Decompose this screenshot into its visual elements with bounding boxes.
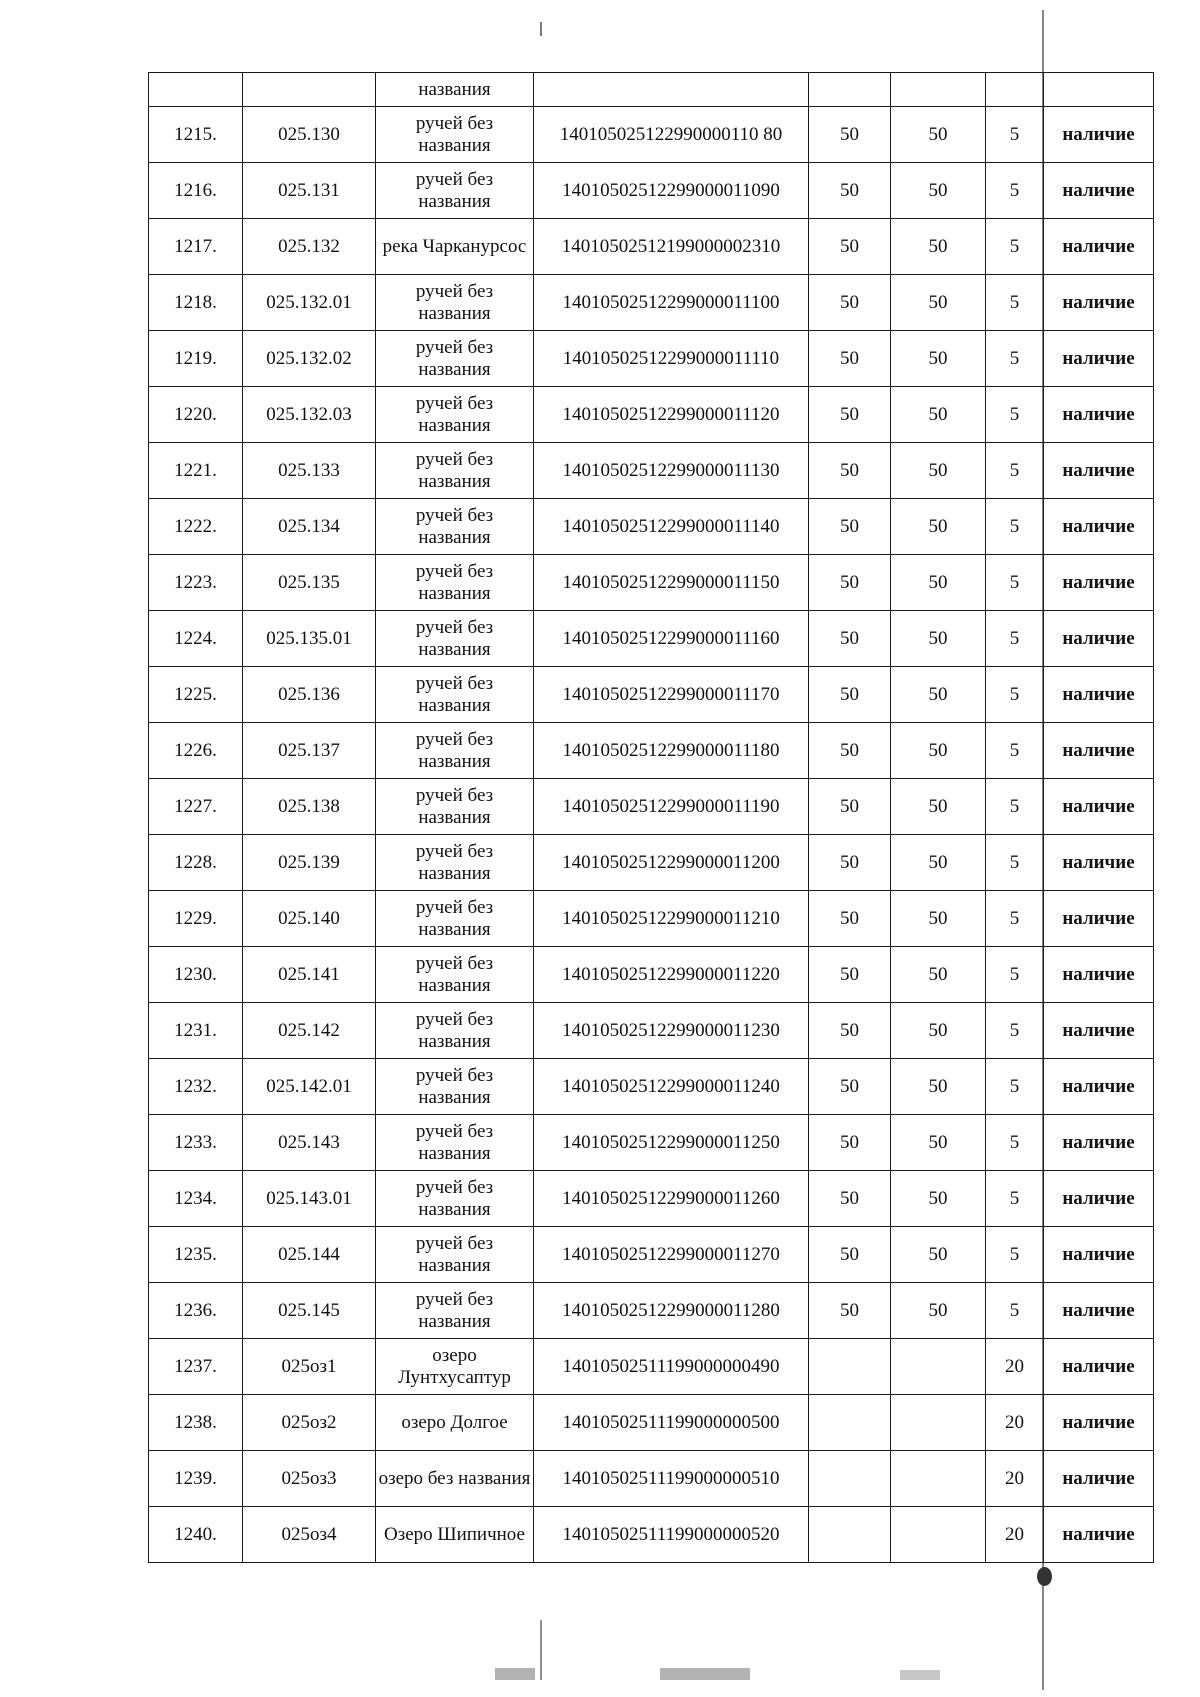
cell-value-c: 5 (986, 275, 1044, 331)
cell-status: наличие (1044, 1171, 1154, 1227)
cell-value-b: 50 (891, 779, 986, 835)
cell-name: ручей без названия (376, 723, 534, 779)
cell-cadastral: 14010502511199000000510 (534, 1451, 809, 1507)
cell-value-c: 5 (986, 1003, 1044, 1059)
cell-status: наличие (1044, 1395, 1154, 1451)
cell-code: 025.134 (243, 499, 376, 555)
cell-value-b: 50 (891, 611, 986, 667)
cell-number: 1234. (149, 1171, 243, 1227)
cell-name: ручей без названия (376, 107, 534, 163)
cell-code: 025.135.01 (243, 611, 376, 667)
cell-code: 025.132.01 (243, 275, 376, 331)
cell-value-a: 50 (809, 891, 891, 947)
cell-name: ручей без названия (376, 667, 534, 723)
cell-status: наличие (1044, 891, 1154, 947)
scan-mark-artifact (495, 1668, 535, 1680)
table-row (149, 779, 1154, 835)
cell-value-b: 50 (891, 275, 986, 331)
cell-value-c: 20 (986, 1507, 1044, 1563)
cell-value-b: 50 (891, 219, 986, 275)
table-row (149, 1171, 1154, 1227)
cell-cadastral: 14010502512299000011200 (534, 835, 809, 891)
cell-value-c: 5 (986, 835, 1044, 891)
cell-value-a: 50 (809, 1227, 891, 1283)
table-row (149, 723, 1154, 779)
scan-mark-artifact (540, 22, 542, 36)
cell-code: 025.132.03 (243, 387, 376, 443)
cell-value-a: 50 (809, 331, 891, 387)
cell-value-c: 5 (986, 723, 1044, 779)
cell-value-c: 5 (986, 1059, 1044, 1115)
cell-code: 025.132.02 (243, 331, 376, 387)
cell-value-c: 5 (986, 1227, 1044, 1283)
cell-number: 1233. (149, 1115, 243, 1171)
cell-value-a: 50 (809, 611, 891, 667)
cell-number: 1222. (149, 499, 243, 555)
cell-code: 025.130 (243, 107, 376, 163)
table-body (149, 73, 1154, 1563)
table-row-continuation (149, 73, 1154, 107)
table-row (149, 219, 1154, 275)
cell-value-a: 50 (809, 387, 891, 443)
cell-value-a: 50 (809, 835, 891, 891)
cell-value-a: 50 (809, 163, 891, 219)
cell-cadastral: 14010502511199000000500 (534, 1395, 809, 1451)
scan-mark-artifact (540, 1620, 542, 1680)
cell-value-a (809, 1451, 891, 1507)
cell-value-b: 50 (891, 387, 986, 443)
cell-value-b (891, 1339, 986, 1395)
cell-status: наличие (1044, 1227, 1154, 1283)
cell-value-a: 50 (809, 443, 891, 499)
cell-code (243, 73, 376, 107)
cell-name: ручей без названия (376, 555, 534, 611)
cell-value-a: 50 (809, 1283, 891, 1339)
table-row (149, 555, 1154, 611)
cell-value-c: 5 (986, 387, 1044, 443)
cell-status: наличие (1044, 1115, 1154, 1171)
scan-mark-artifact (900, 1670, 940, 1680)
cell-value-b: 50 (891, 1227, 986, 1283)
cell-number: 1235. (149, 1227, 243, 1283)
cell-name: ручей без названия (376, 1227, 534, 1283)
cell-code: 025.143.01 (243, 1171, 376, 1227)
water-objects-table (148, 72, 1154, 1563)
cell-status: наличие (1044, 499, 1154, 555)
cell-value-c: 20 (986, 1395, 1044, 1451)
cell-cadastral (534, 73, 809, 107)
cell-cadastral: 14010502512299000011250 (534, 1115, 809, 1171)
cell-value-c: 5 (986, 443, 1044, 499)
cell-value-b: 50 (891, 163, 986, 219)
cell-value-c: 5 (986, 163, 1044, 219)
table-row (149, 1227, 1154, 1283)
cell-value-b: 50 (891, 835, 986, 891)
cell-number: 1220. (149, 387, 243, 443)
table-row (149, 1507, 1154, 1563)
cell-name: ручей без названия (376, 891, 534, 947)
cell-cadastral: 14010502512299000011280 (534, 1283, 809, 1339)
cell-name: река Чарканурсос (376, 219, 534, 275)
cell-name: ручей без названия (376, 387, 534, 443)
cell-cadastral: 14010502512299000011230 (534, 1003, 809, 1059)
cell-code: 025.144 (243, 1227, 376, 1283)
cell-number: 1230. (149, 947, 243, 1003)
cell-value-a: 50 (809, 779, 891, 835)
cell-cadastral: 14010502511199000000490 (534, 1339, 809, 1395)
cell-value-c: 5 (986, 555, 1044, 611)
cell-cadastral: 14010502512299000011130 (534, 443, 809, 499)
cell-value-b: 50 (891, 1283, 986, 1339)
cell-number: 1237. (149, 1339, 243, 1395)
table-row (149, 107, 1154, 163)
cell-value-c: 5 (986, 947, 1044, 1003)
table-row (149, 443, 1154, 499)
cell-cadastral: 14010502512299000011090 (534, 163, 809, 219)
cell-value-b: 50 (891, 1059, 986, 1115)
cell-code: 025.140 (243, 891, 376, 947)
cell-value-a: 50 (809, 107, 891, 163)
cell-number: 1225. (149, 667, 243, 723)
cell-code: 025.141 (243, 947, 376, 1003)
cell-value-c: 20 (986, 1339, 1044, 1395)
cell-code: 025оз1 (243, 1339, 376, 1395)
cell-value-a: 50 (809, 499, 891, 555)
cell-code: 025оз3 (243, 1451, 376, 1507)
cell-cadastral: 14010502512299000011210 (534, 891, 809, 947)
cell-name: Озеро Шипичное (376, 1507, 534, 1563)
cell-number: 1229. (149, 891, 243, 947)
cell-value-c: 5 (986, 107, 1044, 163)
cell-cadastral: 14010502512199000002310 (534, 219, 809, 275)
cell-name: ручей без названия (376, 835, 534, 891)
cell-status: наличие (1044, 1003, 1154, 1059)
cell-status: наличие (1044, 1507, 1154, 1563)
scan-dot-artifact (1037, 1567, 1052, 1586)
cell-value-b: 50 (891, 555, 986, 611)
cell-number: 1215. (149, 107, 243, 163)
cell-cadastral: 14010502512299000011110 (534, 331, 809, 387)
cell-name: ручей без названия (376, 779, 534, 835)
cell-number: 1236. (149, 1283, 243, 1339)
cell-cadastral: 14010502512299000011120 (534, 387, 809, 443)
cell-number: 1232. (149, 1059, 243, 1115)
cell-cadastral: 14010502512299000011240 (534, 1059, 809, 1115)
cell-number: 1240. (149, 1507, 243, 1563)
table-row (149, 1115, 1154, 1171)
scan-mark-artifact (660, 1668, 750, 1680)
cell-code: 025.142 (243, 1003, 376, 1059)
cell-status: наличие (1044, 387, 1154, 443)
cell-status: наличие (1044, 1059, 1154, 1115)
cell-value-c: 5 (986, 779, 1044, 835)
cell-value-b: 50 (891, 723, 986, 779)
cell-status: наличие (1044, 1339, 1154, 1395)
cell-value-c: 5 (986, 331, 1044, 387)
cell-name: озеро Долгое (376, 1395, 534, 1451)
cell-status: наличие (1044, 555, 1154, 611)
cell-name: ручей без названия (376, 1115, 534, 1171)
cell-number: 1219. (149, 331, 243, 387)
cell-number: 1228. (149, 835, 243, 891)
table-row (149, 947, 1154, 1003)
cell-name: названия (376, 73, 534, 107)
cell-status: наличие (1044, 1283, 1154, 1339)
cell-number: 1217. (149, 219, 243, 275)
cell-value-b: 50 (891, 331, 986, 387)
cell-value-b: 50 (891, 443, 986, 499)
cell-value-c: 5 (986, 219, 1044, 275)
cell-status: наличие (1044, 723, 1154, 779)
cell-cadastral: 14010502512299000011100 (534, 275, 809, 331)
cell-value-b (891, 73, 986, 107)
cell-code: 025.138 (243, 779, 376, 835)
cell-value-b: 50 (891, 107, 986, 163)
cell-value-a: 50 (809, 723, 891, 779)
cell-number: 1218. (149, 275, 243, 331)
cell-status: наличие (1044, 331, 1154, 387)
cell-status: наличие (1044, 219, 1154, 275)
table-row (149, 331, 1154, 387)
cell-number: 1216. (149, 163, 243, 219)
cell-name: озеро Лунтхусаптур (376, 1339, 534, 1395)
table-row (149, 1003, 1154, 1059)
cell-value-a: 50 (809, 555, 891, 611)
cell-code: 025.137 (243, 723, 376, 779)
cell-name: ручей без названия (376, 499, 534, 555)
cell-code: 025.142.01 (243, 1059, 376, 1115)
cell-value-a: 50 (809, 667, 891, 723)
cell-code: 025.145 (243, 1283, 376, 1339)
cell-number: 1223. (149, 555, 243, 611)
cell-number: 1239. (149, 1451, 243, 1507)
cell-name: озеро без названия (376, 1451, 534, 1507)
cell-value-b: 50 (891, 1115, 986, 1171)
cell-code: 025оз4 (243, 1507, 376, 1563)
cell-number: 1226. (149, 723, 243, 779)
cell-value-b: 50 (891, 1003, 986, 1059)
cell-value-b: 50 (891, 947, 986, 1003)
cell-name: ручей без названия (376, 1283, 534, 1339)
cell-name: ручей без названия (376, 331, 534, 387)
table-row (149, 163, 1154, 219)
cell-value-c (986, 73, 1044, 107)
scan-line-artifact (1042, 10, 1044, 1690)
cell-value-a: 50 (809, 947, 891, 1003)
table-row (149, 611, 1154, 667)
cell-cadastral: 14010502512299000011190 (534, 779, 809, 835)
cell-value-c: 5 (986, 667, 1044, 723)
cell-status: наличие (1044, 163, 1154, 219)
cell-status: наличие (1044, 107, 1154, 163)
cell-code: 025.133 (243, 443, 376, 499)
cell-value-c: 20 (986, 1451, 1044, 1507)
cell-value-c: 5 (986, 611, 1044, 667)
cell-cadastral: 14010502512299000011220 (534, 947, 809, 1003)
table-row (149, 1059, 1154, 1115)
cell-cadastral: 14010502512299000011260 (534, 1171, 809, 1227)
cell-status: наличие (1044, 443, 1154, 499)
cell-value-a (809, 1507, 891, 1563)
cell-value-c: 5 (986, 891, 1044, 947)
cell-name: ручей без названия (376, 1003, 534, 1059)
cell-status: наличие (1044, 667, 1154, 723)
cell-cadastral: 140105025122990000110 80 (534, 107, 809, 163)
cell-value-c: 5 (986, 499, 1044, 555)
cell-value-a: 50 (809, 1003, 891, 1059)
cell-value-b: 50 (891, 1171, 986, 1227)
cell-value-a: 50 (809, 219, 891, 275)
table-row (149, 275, 1154, 331)
cell-code: 025.136 (243, 667, 376, 723)
cell-value-b (891, 1507, 986, 1563)
table-row (149, 667, 1154, 723)
cell-code: 025.131 (243, 163, 376, 219)
cell-number: 1231. (149, 1003, 243, 1059)
cell-value-b: 50 (891, 891, 986, 947)
cell-number: 1224. (149, 611, 243, 667)
cell-value-a: 50 (809, 275, 891, 331)
cell-value-b (891, 1395, 986, 1451)
cell-value-a (809, 73, 891, 107)
cell-status: наличие (1044, 779, 1154, 835)
cell-value-a: 50 (809, 1115, 891, 1171)
cell-number: 1221. (149, 443, 243, 499)
table-row (149, 891, 1154, 947)
table-row (149, 1283, 1154, 1339)
table-row (149, 1451, 1154, 1507)
cell-cadastral: 14010502512299000011180 (534, 723, 809, 779)
cell-status: наличие (1044, 611, 1154, 667)
cell-name: ручей без названия (376, 443, 534, 499)
cell-value-a (809, 1339, 891, 1395)
table-row (149, 499, 1154, 555)
cell-value-a (809, 1395, 891, 1451)
cell-cadastral: 14010502512299000011270 (534, 1227, 809, 1283)
cell-cadastral: 14010502512299000011150 (534, 555, 809, 611)
cell-value-b: 50 (891, 667, 986, 723)
cell-name: ручей без названия (376, 163, 534, 219)
cell-number: 1238. (149, 1395, 243, 1451)
cell-cadastral: 14010502512299000011140 (534, 499, 809, 555)
cell-value-b: 50 (891, 499, 986, 555)
cell-name: ручей без названия (376, 611, 534, 667)
cell-name: ручей без названия (376, 275, 534, 331)
cell-name: ручей без названия (376, 1171, 534, 1227)
cell-value-b (891, 1451, 986, 1507)
cell-code: 025.143 (243, 1115, 376, 1171)
cell-code: 025.139 (243, 835, 376, 891)
cell-name: ручей без названия (376, 1059, 534, 1115)
table-row (149, 1395, 1154, 1451)
cell-value-c: 5 (986, 1115, 1044, 1171)
cell-cadastral: 14010502512299000011160 (534, 611, 809, 667)
cell-name: ручей без названия (376, 947, 534, 1003)
cell-status: наличие (1044, 835, 1154, 891)
cell-value-c: 5 (986, 1171, 1044, 1227)
cell-number (149, 73, 243, 107)
table-row (149, 1339, 1154, 1395)
cell-value-c: 5 (986, 1283, 1044, 1339)
cell-status: наличие (1044, 1451, 1154, 1507)
cell-cadastral: 14010502512299000011170 (534, 667, 809, 723)
table-row (149, 387, 1154, 443)
cell-status: наличие (1044, 947, 1154, 1003)
cell-cadastral: 14010502511199000000520 (534, 1507, 809, 1563)
cell-value-a: 50 (809, 1171, 891, 1227)
cell-value-a: 50 (809, 1059, 891, 1115)
cell-status (1044, 73, 1154, 107)
cell-code: 025.132 (243, 219, 376, 275)
cell-code: 025.135 (243, 555, 376, 611)
cell-status: наличие (1044, 275, 1154, 331)
table-row (149, 835, 1154, 891)
cell-code: 025оз2 (243, 1395, 376, 1451)
cell-number: 1227. (149, 779, 243, 835)
